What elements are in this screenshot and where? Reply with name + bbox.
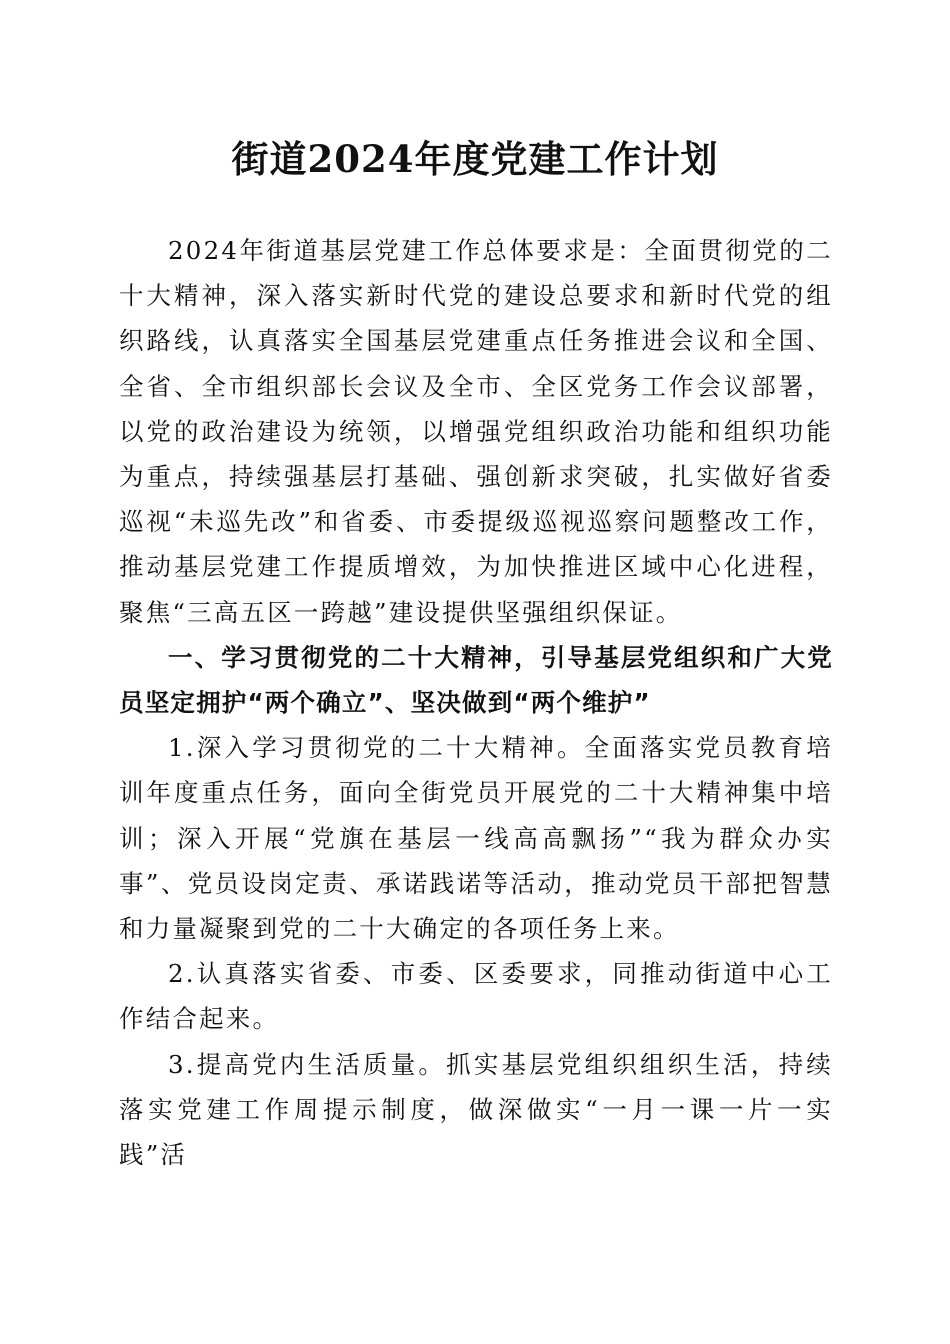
document-body (119, 228, 833, 1177)
paragraph-item-3: 3.提高党内生活质量。抓实基层党组织组织生活，持续落实党建工作周提示制度，做深做实“一月一课一片一实践”活 (119, 1049, 833, 1170)
section-heading-1: 一、学习贯彻党的二十大精神，引导基层党组织和广大党员坚定拥护“两个确立”、坚决做到“两个维护” (119, 642, 833, 718)
document-title: 街道2024年度党建工作计划 (231, 137, 719, 181)
paragraph-general-requirements: 2024年街道基层党建工作总体要求是：全面贯彻党的二十大精神，深入落实新时代党的建设总要求和新时代党的组织路线，认真落实全国基层党建重点任务推进会议和全国、全省、全市组织部长会议及全市、全区党务工作会议部署，以党的政治建设为统领，以增强党组织政治功能和组织功能为重点，持续强基层打基础、强创新求突破，扎实做好省委巡视“未巡先改”和省委、市委提级巡视巡察问题整改工作，推动基层党建工作提质增效，为加快推进区域中心化进程，聚焦“三高五区一跨越”建设提供坚强组织保证。 (119, 236, 833, 627)
paragraph-item-2: 2.认真落实省委、市委、区委要求，同推动街道中心工作结合起来。 (119, 959, 833, 1034)
paragraph-item-1: 1.深入学习贯彻党的二十大精神。全面落实党员教育培训年度重点任务，面向全街党员开展党的二十大精神集中培训；深入开展“党旗在基层一线高高飘扬”“我为群众办实事”、党员设岗定责、承诺践诺等活动，推动党员干部把智慧和力量凝聚到党的二十大确定的各项任务上来。 (119, 733, 833, 944)
